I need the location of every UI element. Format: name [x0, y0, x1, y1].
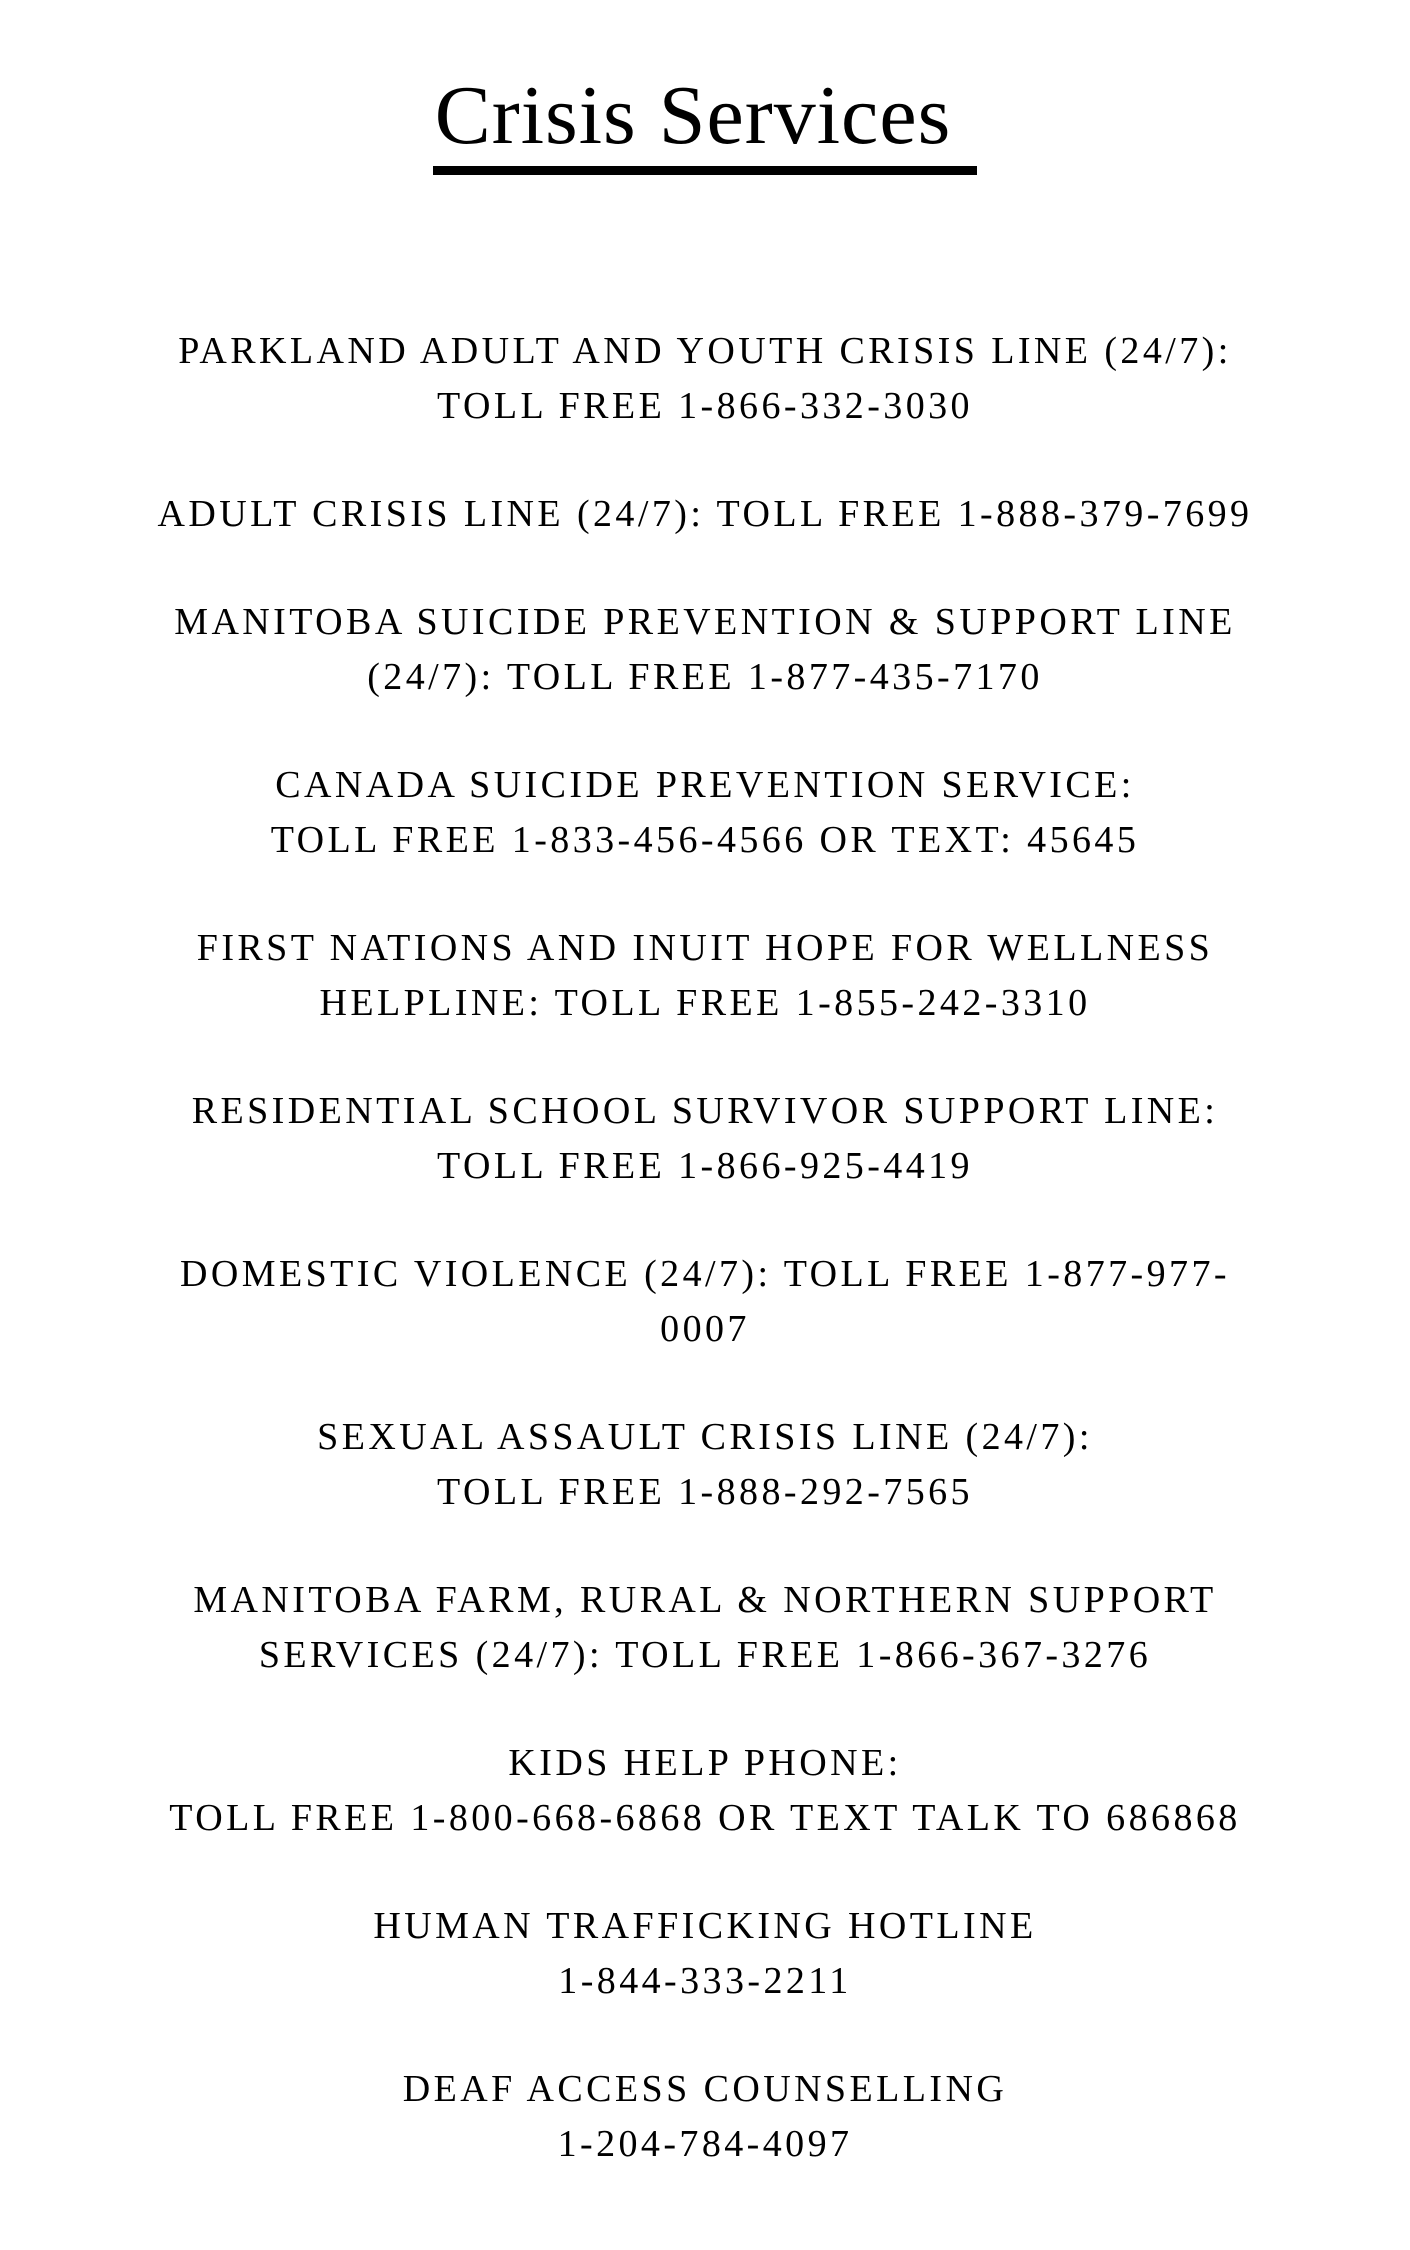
service-line: (24/7): TOLL FREE 1-877-435-7170	[367, 656, 1043, 698]
service-list	[0, 324, 1410, 2172]
service-line: FIRST NATIONS AND INUIT HOPE FOR WELLNESS	[196, 927, 1214, 969]
service-line: PARKLAND ADULT AND YOUTH CRISIS LINE (24/7):	[178, 330, 1232, 372]
service-line: KIDS HELP PHONE:	[508, 1742, 902, 1784]
service-line: 0007	[660, 1308, 750, 1350]
service-entry-parkland-crisis-line	[0, 324, 1410, 434]
service-line: TOLL FREE 1-800-668-6868 OR TEXT TALK TO 686868	[169, 1797, 1241, 1839]
service-line: 1-204-784-4097	[557, 2123, 853, 2165]
service-line: 1-844-333-2211	[558, 1960, 852, 2002]
service-line: DEAF ACCESS COUNSELLING	[402, 2068, 1008, 2110]
service-entry-hope-for-wellness-helpline	[0, 921, 1410, 1031]
service-line: SERVICES (24/7): TOLL FREE 1-866-367-3276	[258, 1634, 1152, 1676]
service-line: TOLL FREE 1-888-292-7565	[437, 1471, 973, 1513]
service-entry-canada-suicide-prevention-service	[0, 758, 1410, 868]
page-title: Crisis Services	[433, 74, 978, 175]
service-line: MANITOBA FARM, RURAL & NORTHERN SUPPORT	[193, 1579, 1217, 1621]
service-line: TOLL FREE 1-866-925-4419	[437, 1145, 973, 1187]
service-line: SEXUAL ASSAULT CRISIS LINE (24/7):	[317, 1416, 1093, 1458]
title-section	[0, 0, 1410, 175]
service-line: CANADA SUICIDE PREVENTION SERVICE:	[275, 764, 1135, 806]
service-entry-human-trafficking-hotline	[0, 1899, 1410, 2009]
service-entry-deaf-access-counselling	[0, 2062, 1410, 2172]
service-line: HELPLINE: TOLL FREE 1-855-242-3310	[319, 982, 1091, 1024]
service-entry-residential-school-survivor-line	[0, 1084, 1410, 1194]
service-entry-adult-crisis-line	[0, 487, 1410, 542]
service-entry-domestic-violence	[0, 1247, 1410, 1357]
service-entry-kids-help-phone	[0, 1736, 1410, 1846]
service-line: DOMESTIC VIOLENCE (24/7): TOLL FREE 1-877-977-	[180, 1253, 1230, 1295]
service-entry-sexual-assault-crisis-line	[0, 1410, 1410, 1520]
service-line: RESIDENTIAL SCHOOL SURVIVOR SUPPORT LINE:	[191, 1090, 1219, 1132]
service-entry-mb-farm-rural-northern-support	[0, 1573, 1410, 1683]
service-line: TOLL FREE 1-866-332-3030	[437, 385, 973, 427]
service-entry-mb-suicide-prevention-line	[0, 595, 1410, 705]
service-line: TOLL FREE 1-833-456-4566 OR TEXT: 45645	[270, 819, 1140, 861]
service-line: HUMAN TRAFFICKING HOTLINE	[373, 1905, 1037, 1947]
service-line: MANITOBA SUICIDE PREVENTION & SUPPORT LINE	[174, 601, 1236, 643]
service-line: ADULT CRISIS LINE (24/7): TOLL FREE 1-888-379-7699	[157, 493, 1253, 535]
